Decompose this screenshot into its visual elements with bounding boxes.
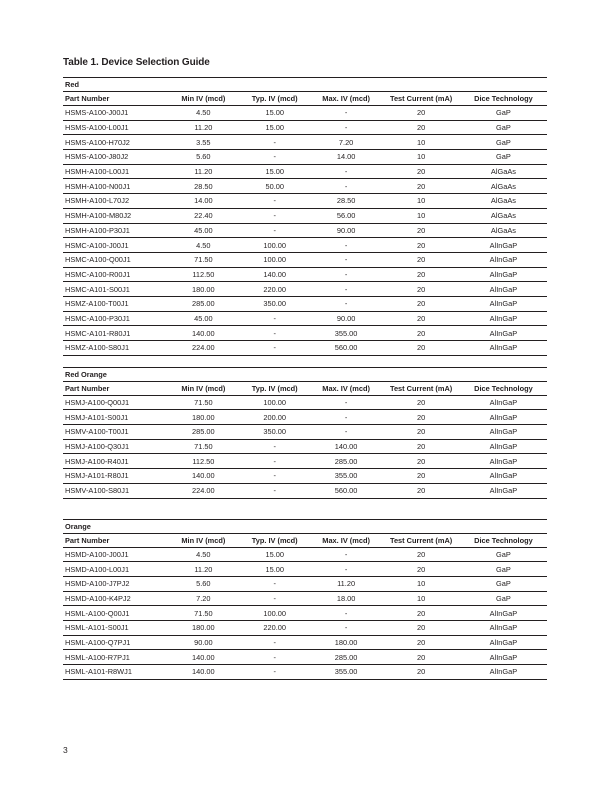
value-cell: AlInGaP xyxy=(460,282,547,297)
table-row xyxy=(63,591,547,606)
value-cell: - xyxy=(240,135,310,150)
value-cell: 11.20 xyxy=(167,164,240,179)
value-cell: 4.50 xyxy=(167,106,240,121)
value-cell: 140.00 xyxy=(167,665,240,680)
tables-container xyxy=(63,77,547,680)
value-cell: 15.00 xyxy=(240,164,310,179)
value-cell: 100.00 xyxy=(240,238,310,253)
value-cell: 10 xyxy=(382,208,459,223)
value-cell: 20 xyxy=(382,620,459,635)
value-cell: 90.00 xyxy=(310,311,383,326)
value-cell: GaP xyxy=(460,562,547,577)
part-number-cell: HSMH-A100-N00J1 xyxy=(63,179,167,194)
value-cell: 15.00 xyxy=(240,120,310,135)
value-cell: - xyxy=(240,650,310,665)
value-cell: 20 xyxy=(382,483,459,498)
value-cell: - xyxy=(310,296,383,311)
value-cell: 14.00 xyxy=(167,194,240,209)
device-selection-table xyxy=(63,519,547,680)
value-cell: 350.00 xyxy=(240,425,310,440)
value-cell: - xyxy=(240,150,310,165)
value-cell: AlInGaP xyxy=(460,483,547,498)
value-cell: 285.00 xyxy=(310,454,383,469)
column-header: Typ. IV (mcd) xyxy=(240,533,310,547)
value-cell: 28.50 xyxy=(167,179,240,194)
value-cell: - xyxy=(240,576,310,591)
value-cell: 90.00 xyxy=(310,223,383,238)
value-cell: 20 xyxy=(382,635,459,650)
value-cell: 15.00 xyxy=(240,106,310,121)
column-header: Min IV (mcd) xyxy=(167,92,240,106)
table-row xyxy=(63,469,547,484)
value-cell: 350.00 xyxy=(240,296,310,311)
table-row xyxy=(63,606,547,621)
value-cell: 3.55 xyxy=(167,135,240,150)
value-cell: AlInGaP xyxy=(460,454,547,469)
value-cell: AlInGaP xyxy=(460,326,547,341)
value-cell: 20 xyxy=(382,425,459,440)
value-cell: 20 xyxy=(382,179,459,194)
value-cell: 71.50 xyxy=(167,606,240,621)
value-cell: 20 xyxy=(382,547,459,562)
part-number-cell: HSMD-A100-J7PJ2 xyxy=(63,576,167,591)
value-cell: - xyxy=(310,410,383,425)
value-cell: - xyxy=(310,282,383,297)
value-cell: 20 xyxy=(382,223,459,238)
part-number-cell: HSMV-A100-S80J1 xyxy=(63,483,167,498)
device-selection-table xyxy=(63,77,547,356)
value-cell: 20 xyxy=(382,326,459,341)
value-cell: - xyxy=(240,208,310,223)
table-row xyxy=(63,395,547,410)
value-cell: 220.00 xyxy=(240,620,310,635)
value-cell: 18.00 xyxy=(310,591,383,606)
column-header: Min IV (mcd) xyxy=(167,381,240,395)
value-cell: 7.20 xyxy=(167,591,240,606)
value-cell: AlInGaP xyxy=(460,238,547,253)
value-cell: 220.00 xyxy=(240,282,310,297)
part-number-cell: HSMJ-A100-Q30J1 xyxy=(63,439,167,454)
part-number-cell: HSMC-A100-Q00J1 xyxy=(63,252,167,267)
table-row xyxy=(63,665,547,680)
value-cell: 20 xyxy=(382,252,459,267)
value-cell: - xyxy=(240,454,310,469)
column-header: Part Number xyxy=(63,533,167,547)
part-number-cell: HSML-A101-S00J1 xyxy=(63,620,167,635)
column-header: Dice Technology xyxy=(460,92,547,106)
section-label: Orange xyxy=(63,519,547,533)
value-cell: 4.50 xyxy=(167,238,240,253)
part-number-cell: HSML-A100-Q7PJ1 xyxy=(63,635,167,650)
part-number-cell: HSML-A100-Q00J1 xyxy=(63,606,167,621)
page-number: 3 xyxy=(63,745,68,755)
table-row xyxy=(63,296,547,311)
part-number-cell: HSMS-A100-L00J1 xyxy=(63,120,167,135)
table-row xyxy=(63,120,547,135)
value-cell: 20 xyxy=(382,665,459,680)
column-header: Test Current (mA) xyxy=(382,92,459,106)
part-number-cell: HSMZ-A100-T00J1 xyxy=(63,296,167,311)
part-number-cell: HSMH-A100-P30J1 xyxy=(63,223,167,238)
value-cell: - xyxy=(240,311,310,326)
table-row xyxy=(63,164,547,179)
value-cell: GaP xyxy=(460,106,547,121)
value-cell: 10 xyxy=(382,135,459,150)
table-row xyxy=(63,483,547,498)
page-content xyxy=(63,57,547,691)
value-cell: 180.00 xyxy=(167,282,240,297)
value-cell: - xyxy=(240,483,310,498)
value-cell: GaP xyxy=(460,591,547,606)
value-cell: 180.00 xyxy=(167,620,240,635)
value-cell: - xyxy=(240,469,310,484)
part-number-cell: HSMJ-A101-R80J1 xyxy=(63,469,167,484)
value-cell: - xyxy=(310,252,383,267)
value-cell: - xyxy=(240,194,310,209)
part-number-cell: HSMC-A100-J00J1 xyxy=(63,238,167,253)
value-cell: AlInGaP xyxy=(460,650,547,665)
value-cell: 71.50 xyxy=(167,252,240,267)
part-number-cell: HSMS-A100-J80J2 xyxy=(63,150,167,165)
part-number-cell: HSMH-A100-M80J2 xyxy=(63,208,167,223)
value-cell: 10 xyxy=(382,576,459,591)
value-cell: 20 xyxy=(382,106,459,121)
table-row xyxy=(63,576,547,591)
part-number-cell: HSMC-A100-R00J1 xyxy=(63,267,167,282)
value-cell: - xyxy=(240,665,310,680)
value-cell: AlInGaP xyxy=(460,252,547,267)
table-row xyxy=(63,252,547,267)
column-header: Test Current (mA) xyxy=(382,533,459,547)
value-cell: GaP xyxy=(460,150,547,165)
value-cell: - xyxy=(310,606,383,621)
value-cell: 45.00 xyxy=(167,311,240,326)
part-number-cell: HSMD-A100-K4PJ2 xyxy=(63,591,167,606)
table-row xyxy=(63,650,547,665)
value-cell: 285.00 xyxy=(167,425,240,440)
value-cell: AlInGaP xyxy=(460,341,547,356)
device-selection-table xyxy=(63,367,547,499)
value-cell: 140.00 xyxy=(167,326,240,341)
part-number-cell: HSMD-A100-L00J1 xyxy=(63,562,167,577)
value-cell: 20 xyxy=(382,267,459,282)
value-cell: 20 xyxy=(382,341,459,356)
value-cell: AlInGaP xyxy=(460,395,547,410)
table-row xyxy=(63,341,547,356)
value-cell: 180.00 xyxy=(310,635,383,650)
value-cell: GaP xyxy=(460,135,547,150)
value-cell: 285.00 xyxy=(167,296,240,311)
value-cell: GaP xyxy=(460,120,547,135)
value-cell: 71.50 xyxy=(167,439,240,454)
part-number-cell: HSMJ-A101-S00J1 xyxy=(63,410,167,425)
value-cell: 11.20 xyxy=(167,562,240,577)
table-row xyxy=(63,562,547,577)
part-number-cell: HSML-A100-R7PJ1 xyxy=(63,650,167,665)
part-number-cell: HSMJ-A100-R40J1 xyxy=(63,454,167,469)
table-row xyxy=(63,326,547,341)
value-cell: AlInGaP xyxy=(460,469,547,484)
value-cell: 20 xyxy=(382,469,459,484)
value-cell: 22.40 xyxy=(167,208,240,223)
part-number-cell: HSMH-A100-L70J2 xyxy=(63,194,167,209)
table-row xyxy=(63,150,547,165)
table-row xyxy=(63,208,547,223)
value-cell: 140.00 xyxy=(310,439,383,454)
part-number-cell: HSMC-A101-R80J1 xyxy=(63,326,167,341)
column-header: Test Current (mA) xyxy=(382,381,459,395)
table-row xyxy=(63,238,547,253)
part-number-cell: HSMS-A100-J00J1 xyxy=(63,106,167,121)
value-cell: 4.50 xyxy=(167,547,240,562)
value-cell: 5.60 xyxy=(167,150,240,165)
table-row xyxy=(63,425,547,440)
value-cell: 20 xyxy=(382,282,459,297)
value-cell: AlInGaP xyxy=(460,635,547,650)
column-header: Dice Technology xyxy=(460,381,547,395)
part-number-cell: HSMZ-A100-S80J1 xyxy=(63,341,167,356)
table-row xyxy=(63,267,547,282)
value-cell: - xyxy=(240,591,310,606)
table-row xyxy=(63,135,547,150)
value-cell: AlInGaP xyxy=(460,311,547,326)
part-number-cell: HSMH-A100-L00J1 xyxy=(63,164,167,179)
value-cell: 71.50 xyxy=(167,395,240,410)
table-row xyxy=(63,454,547,469)
value-cell: 20 xyxy=(382,395,459,410)
value-cell: - xyxy=(310,620,383,635)
column-header: Max. IV (mcd) xyxy=(310,92,383,106)
part-number-cell: HSMD-A100-J00J1 xyxy=(63,547,167,562)
value-cell: 50.00 xyxy=(240,179,310,194)
table-row xyxy=(63,282,547,297)
part-number-cell: HSMJ-A100-Q00J1 xyxy=(63,395,167,410)
value-cell: 14.00 xyxy=(310,150,383,165)
value-cell: - xyxy=(310,562,383,577)
value-cell: 20 xyxy=(382,238,459,253)
value-cell: AlInGaP xyxy=(460,296,547,311)
value-cell: 140.00 xyxy=(167,469,240,484)
value-cell: - xyxy=(240,635,310,650)
value-cell: - xyxy=(240,341,310,356)
table-row xyxy=(63,620,547,635)
value-cell: 200.00 xyxy=(240,410,310,425)
value-cell: 224.00 xyxy=(167,483,240,498)
value-cell: 100.00 xyxy=(240,395,310,410)
value-cell: - xyxy=(310,106,383,121)
value-cell: - xyxy=(310,547,383,562)
part-number-cell: HSMC-A101-S00J1 xyxy=(63,282,167,297)
value-cell: 11.20 xyxy=(310,576,383,591)
value-cell: 180.00 xyxy=(167,410,240,425)
value-cell: GaP xyxy=(460,547,547,562)
value-cell: AlInGaP xyxy=(460,410,547,425)
column-header: Max. IV (mcd) xyxy=(310,533,383,547)
value-cell: 100.00 xyxy=(240,606,310,621)
value-cell: AlInGaP xyxy=(460,267,547,282)
column-header: Typ. IV (mcd) xyxy=(240,92,310,106)
value-cell: 355.00 xyxy=(310,326,383,341)
value-cell: 112.50 xyxy=(167,267,240,282)
value-cell: 7.20 xyxy=(310,135,383,150)
column-header: Part Number xyxy=(63,92,167,106)
part-number-cell: HSMC-A100-P30J1 xyxy=(63,311,167,326)
value-cell: 20 xyxy=(382,164,459,179)
table-row xyxy=(63,194,547,209)
value-cell: - xyxy=(310,238,383,253)
value-cell: 28.50 xyxy=(310,194,383,209)
value-cell: 285.00 xyxy=(310,650,383,665)
value-cell: - xyxy=(240,326,310,341)
value-cell: 20 xyxy=(382,296,459,311)
value-cell: - xyxy=(310,267,383,282)
part-number-cell: HSML-A101-R8WJ1 xyxy=(63,665,167,680)
value-cell: 560.00 xyxy=(310,483,383,498)
value-cell: AlInGaP xyxy=(460,665,547,680)
value-cell: 20 xyxy=(382,562,459,577)
table-row xyxy=(63,223,547,238)
value-cell: - xyxy=(240,223,310,238)
value-cell: 20 xyxy=(382,606,459,621)
value-cell: - xyxy=(310,120,383,135)
value-cell: AlGaAs xyxy=(460,223,547,238)
value-cell: AlInGaP xyxy=(460,620,547,635)
value-cell: 20 xyxy=(382,311,459,326)
column-header: Dice Technology xyxy=(460,533,547,547)
value-cell: AlInGaP xyxy=(460,439,547,454)
table-row xyxy=(63,439,547,454)
value-cell: - xyxy=(310,425,383,440)
value-cell: AlGaAs xyxy=(460,164,547,179)
column-header: Part Number xyxy=(63,381,167,395)
value-cell: 10 xyxy=(382,591,459,606)
value-cell: 45.00 xyxy=(167,223,240,238)
table-row xyxy=(63,547,547,562)
value-cell: 90.00 xyxy=(167,635,240,650)
value-cell: 10 xyxy=(382,194,459,209)
value-cell: 100.00 xyxy=(240,252,310,267)
value-cell: 15.00 xyxy=(240,547,310,562)
value-cell: 20 xyxy=(382,439,459,454)
table-row xyxy=(63,106,547,121)
value-cell: AlGaAs xyxy=(460,208,547,223)
table-title: Table 1. Device Selection Guide xyxy=(63,57,210,68)
table-row xyxy=(63,635,547,650)
column-header: Typ. IV (mcd) xyxy=(240,381,310,395)
value-cell: 112.50 xyxy=(167,454,240,469)
value-cell: GaP xyxy=(460,576,547,591)
table-row xyxy=(63,311,547,326)
value-cell: - xyxy=(310,179,383,194)
value-cell: - xyxy=(310,164,383,179)
column-header: Max. IV (mcd) xyxy=(310,381,383,395)
part-number-cell: HSMV-A100-T00J1 xyxy=(63,425,167,440)
value-cell: 20 xyxy=(382,410,459,425)
value-cell: 224.00 xyxy=(167,341,240,356)
value-cell: - xyxy=(310,395,383,410)
value-cell: 11.20 xyxy=(167,120,240,135)
section-label: Red xyxy=(63,78,547,92)
part-number-cell: HSMS-A100-H70J2 xyxy=(63,135,167,150)
value-cell: 355.00 xyxy=(310,469,383,484)
value-cell: AlInGaP xyxy=(460,425,547,440)
value-cell: AlGaAs xyxy=(460,179,547,194)
value-cell: 355.00 xyxy=(310,665,383,680)
table-row xyxy=(63,179,547,194)
value-cell: 140.00 xyxy=(167,650,240,665)
column-header: Min IV (mcd) xyxy=(167,533,240,547)
value-cell: 20 xyxy=(382,650,459,665)
value-cell: AlGaAs xyxy=(460,194,547,209)
value-cell: 140.00 xyxy=(240,267,310,282)
value-cell: 20 xyxy=(382,454,459,469)
table-row xyxy=(63,410,547,425)
value-cell: 20 xyxy=(382,120,459,135)
value-cell: 560.00 xyxy=(310,341,383,356)
value-cell: 56.00 xyxy=(310,208,383,223)
value-cell: 15.00 xyxy=(240,562,310,577)
value-cell: 5.60 xyxy=(167,576,240,591)
value-cell: - xyxy=(240,439,310,454)
section-label: Red Orange xyxy=(63,367,547,381)
value-cell: 10 xyxy=(382,150,459,165)
value-cell: AlInGaP xyxy=(460,606,547,621)
